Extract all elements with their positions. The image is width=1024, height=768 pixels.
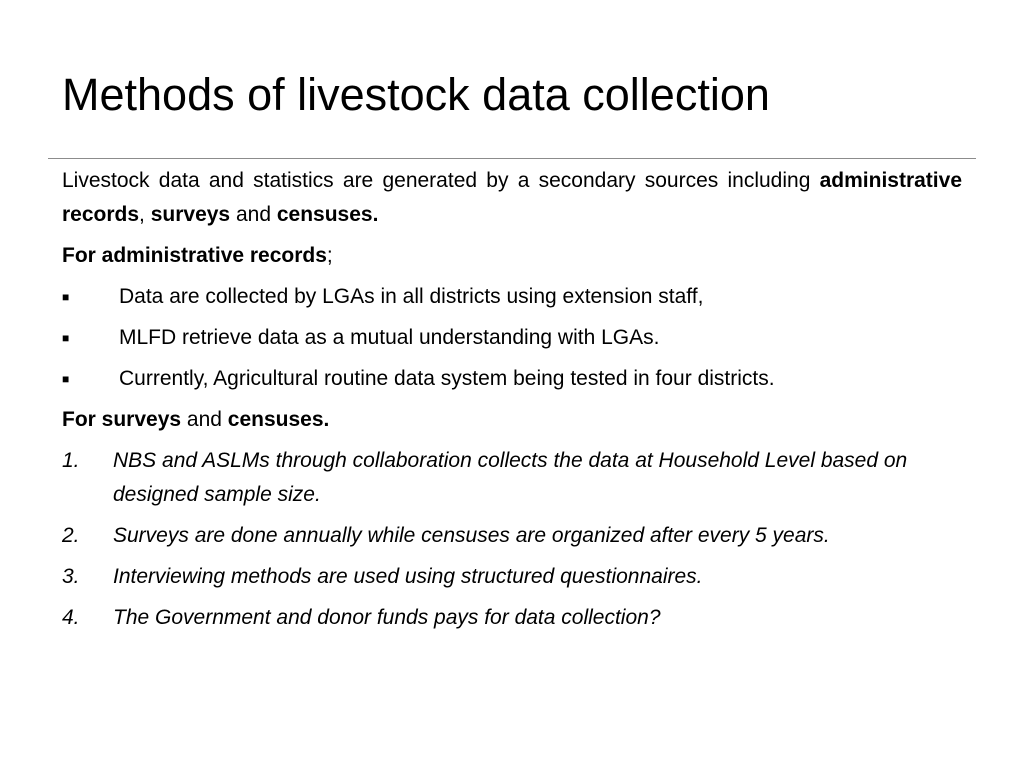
numbered-text: Surveys are done annually while censuses are organized after every 5 years.: [113, 524, 830, 547]
bullet-text: Currently, Agricultural routine data system being tested in four districts.: [119, 367, 775, 390]
intro-bold-censuses: censuses.: [276, 203, 379, 226]
numbered-item: [62, 560, 962, 594]
intro-text-1: Livestock data and statistics are generated by a secondary sources including: [62, 169, 820, 192]
numbered-text: NBS and ASLMs through collaboration collects the data at Household Level based on designed sample size.: [113, 449, 908, 506]
item-number: 2.: [62, 524, 80, 547]
slide-title: Methods of livestock data collection: [62, 69, 770, 120]
item-number: 3.: [62, 565, 80, 588]
square-bullet-icon: ■: [62, 290, 70, 304]
numbered-item: [62, 601, 962, 635]
intro-text-3: and: [230, 203, 277, 226]
square-bullet-icon: ■: [62, 372, 70, 386]
numbered-item: [62, 519, 962, 553]
bullet-item: [62, 280, 962, 314]
intro-bold-administrative-records: administrative records: [62, 169, 962, 226]
intro-text-2: ,: [139, 203, 151, 226]
bullet-text: MLFD retrieve data as a mutual understanding with LGAs.: [119, 326, 660, 349]
bullet-item: [62, 362, 962, 396]
numbered-text: Interviewing methods are used using structured questionnaires.: [113, 565, 703, 588]
square-bullet-icon: ■: [62, 331, 70, 345]
bullet-text: Data are collected by LGAs in all districts using extension staff,: [119, 285, 704, 308]
surveys-heading-bold: For surveys: [62, 408, 182, 431]
admin-records-heading: [62, 239, 962, 273]
item-number: 1.: [62, 449, 80, 472]
censuses-heading-bold: censuses.: [227, 408, 330, 431]
intro-bold-surveys: surveys: [150, 203, 231, 226]
item-number: 4.: [62, 606, 80, 629]
bullet-item: [62, 321, 962, 355]
title-divider: [48, 158, 976, 159]
admin-heading-bold: For administrative records: [62, 244, 327, 267]
numbered-item: [62, 444, 962, 512]
slide-body: [62, 164, 962, 642]
surveys-censuses-heading: [62, 403, 962, 437]
intro-paragraph: [62, 164, 962, 232]
numbered-text: The Government and donor funds pays for data collection?: [113, 606, 661, 629]
admin-heading-suffix: ;: [326, 244, 333, 267]
surveys-heading-middle: and: [181, 408, 228, 431]
